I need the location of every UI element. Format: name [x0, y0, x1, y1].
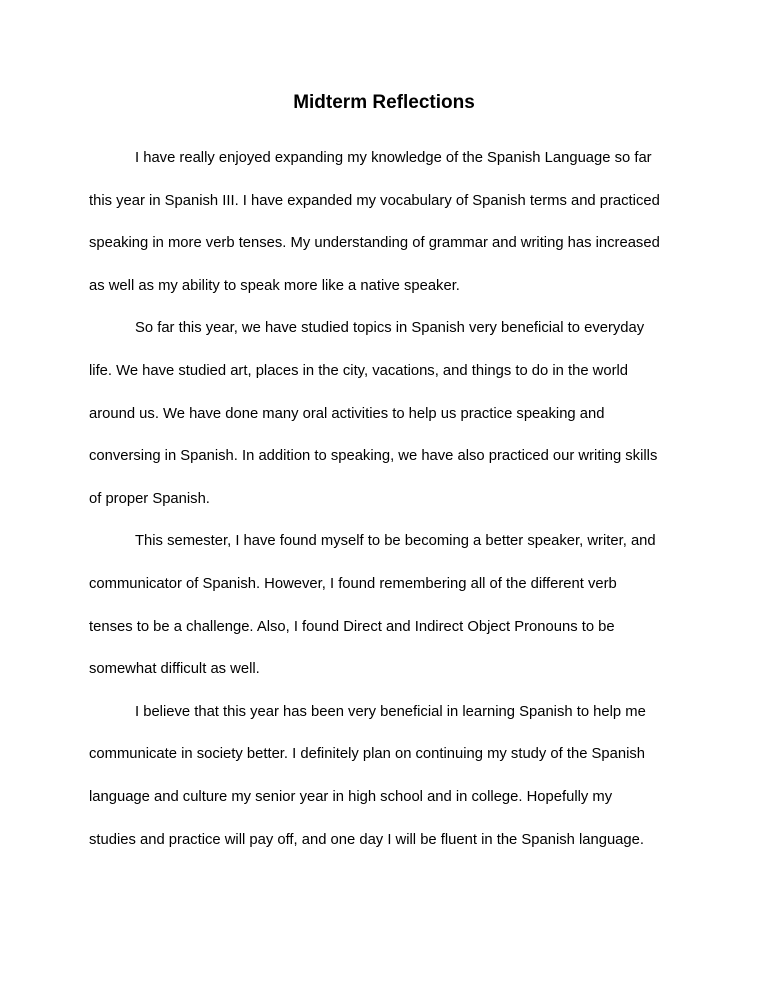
text-line: So far this year, we have studied topics in Spanish very beneficial to everyday: [135, 320, 645, 337]
text-line: this year in Spanish III. I have expanded my vocabulary of Spanish terms and practiced: [89, 192, 660, 209]
text-line: tenses to be a challenge. Also, I found Direct and Indirect Object Pronouns to be: [89, 618, 615, 635]
text-line: I believe that this year has been very beneficial in learning Spanish to help me: [135, 703, 646, 720]
text-line: studies and practice will pay off, and one day I will be fluent in the Spanish language.: [89, 831, 644, 848]
text-line: somewhat difficult as well.: [89, 661, 260, 678]
text-line: speaking in more verb tenses. My understanding of grammar and writing has increased: [89, 235, 660, 252]
text-line: communicator of Spanish. However, I found remembering all of the different verb: [89, 576, 617, 592]
text-line: language and culture my senior year in high school and in college. Hopefully my: [89, 789, 613, 805]
text-line: around us. We have done many oral activities to help us practice speaking and: [89, 405, 605, 422]
text-line: of proper Spanish.: [89, 490, 210, 507]
text-line: communicate in society better. I definitely plan on continuing my study of the Spanish: [89, 746, 646, 763]
text-line: I have really enjoyed expanding my knowledge of the Spanish Language so far: [135, 150, 652, 166]
text-line: conversing in Spanish. In addition to speaking, we have also practiced our writing skills: [89, 448, 658, 465]
text-line: as well as my ability to speak more like a native speaker.: [89, 277, 460, 294]
text-line: life. We have studied art, places in the city, vacations, and things to do in the world: [89, 363, 629, 379]
text-line: This semester, I have found myself to be becoming a better speaker, writer, and: [135, 533, 656, 550]
document-title: Midterm Reflections: [293, 92, 475, 113]
